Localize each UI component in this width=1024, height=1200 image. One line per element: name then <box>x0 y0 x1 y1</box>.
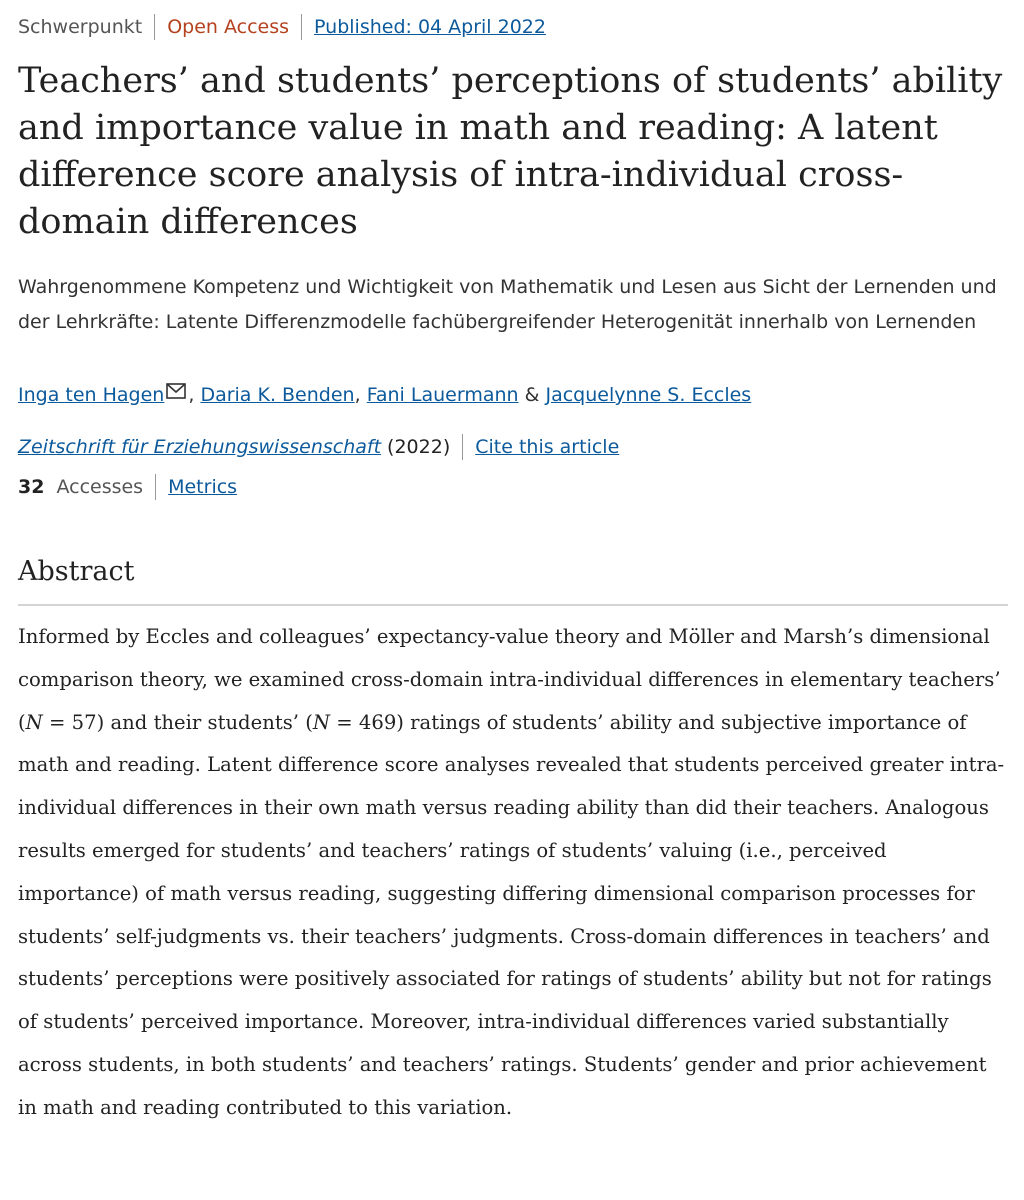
divider <box>154 14 155 40</box>
article-meta <box>18 10 1008 44</box>
author-separator: & <box>524 384 540 406</box>
abstract-heading: Abstract <box>18 556 135 587</box>
author-link[interactable]: Daria K. Benden <box>200 384 355 406</box>
article-metrics <box>18 472 1008 502</box>
access-count: 32 <box>18 476 45 498</box>
journal-link[interactable]: Zeitschrift für Erziehungswissenschaft <box>18 436 382 458</box>
metrics-link[interactable]: Metrics <box>168 476 238 498</box>
author-separator: , <box>354 384 361 406</box>
article-subtitle: Wahrgenommene Kompetenz und Wichtigkeit von Mathematik und Lesen aus Sicht der Lernenden und der Lehrkräfte: Latente Differenzmodelle fachübergreifender Heterogenität innerhalb von Lernenden <box>18 276 997 333</box>
access-label: Accesses <box>56 476 144 498</box>
abstract-text: Informed by Eccles and colleagues’ expectancy-value theory and Möller and Marsh’s dimensional comparison theory, we examined cross-domain intra-individual differences in elementary teachers’ (N = 57) and their students’ (N = 469) ratings of students’ ability and subjective importance of math and reading. Latent difference score analyses revealed that students perceived greater intra-individual differences in their own math versus reading ability than did their teachers. Analogous results emerged for students’ and teachers’ ratings of students’ valuing (i.e., perceived importance) of math versus reading, suggesting differing dimensional comparison processes for students’ self-judgments vs. their teachers’ judgments. Cross-domain differences in teachers’ and students’ perceptions were positively associated for ratings of students’ ability but not for ratings of students’ perceived importance. Moreover, intra-individual differences varied substantially across students, in both students’ and teachers’ ratings. Students’ gender and prior achievement in math and reading contributed to this variation. <box>18 625 1005 1119</box>
cite-article-link[interactable]: Cite this article <box>475 436 620 458</box>
author-link[interactable]: Inga ten Hagen <box>18 384 165 406</box>
article-type: Schwerpunkt <box>18 16 143 38</box>
section-divider <box>18 604 1008 606</box>
open-access-badge: Open Access <box>167 16 290 38</box>
journal-info <box>18 432 1008 462</box>
divider <box>462 434 463 460</box>
envelope-icon[interactable] <box>166 378 186 408</box>
divider <box>301 14 302 40</box>
author-separator: , <box>188 384 195 406</box>
published-date-link[interactable]: Published: 04 April 2022 <box>314 16 546 38</box>
article-title: Teachers’ and students’ perceptions of students’ ability and importance value in math and reading: A latent difference score analysis of intra-individual cross-domain differences <box>18 61 1003 242</box>
author-list <box>18 378 1008 410</box>
author-link[interactable]: Jacquelynne S. Eccles <box>545 384 752 406</box>
divider <box>155 474 156 500</box>
journal-year: (2022) <box>387 436 451 458</box>
author-link[interactable]: Fani Lauermann <box>366 384 519 406</box>
